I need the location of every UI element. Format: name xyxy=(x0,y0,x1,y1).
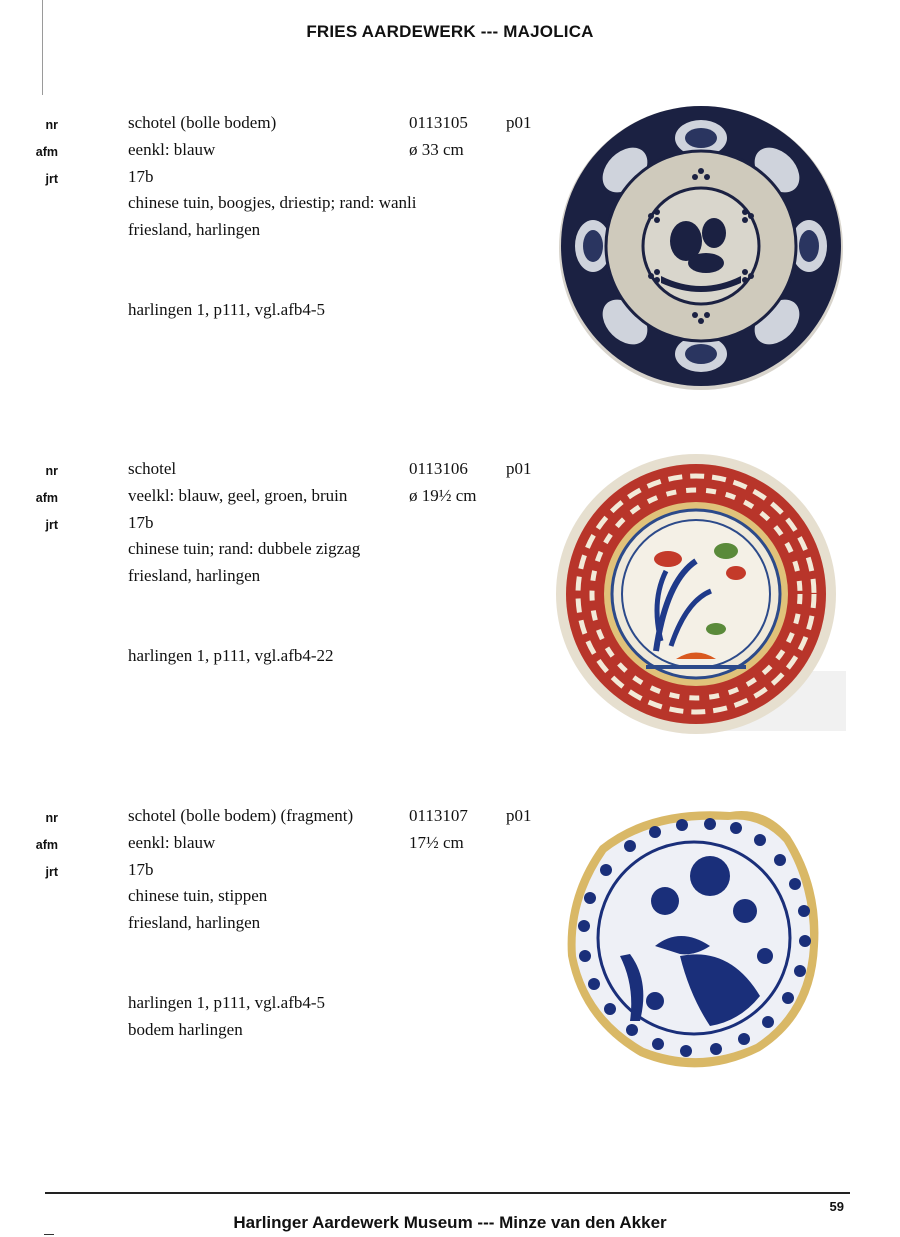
corner-mark xyxy=(44,1234,54,1235)
catalog-entry-0113106 xyxy=(0,459,900,789)
field-value: harlingen 1, p111, vgl.afb4-5 xyxy=(128,993,326,1012)
field-row xyxy=(0,700,560,727)
catalog-entry-0113105 xyxy=(0,113,900,443)
field-value: friesland, harlingen xyxy=(128,913,261,932)
field-row xyxy=(0,247,560,274)
field-row xyxy=(0,566,560,593)
field-value: harlingen 1, p111, vgl.afb4-22 xyxy=(128,646,334,665)
footer-divider xyxy=(45,1192,850,1194)
jrt-label: jrt xyxy=(45,518,58,532)
field-row xyxy=(0,1020,560,1047)
field-value: schotel (bolle bodem) xyxy=(128,113,277,132)
page-footer: Harlinger Aardewerk Museum --- Minze van den Akker xyxy=(233,1213,667,1232)
field-value: 17b xyxy=(128,513,154,532)
field-row xyxy=(0,646,560,673)
field-value: eenkl: blauw xyxy=(128,140,216,159)
afm-label: afm xyxy=(35,838,58,852)
jrt-label: jrt xyxy=(45,865,58,879)
nr-value: 0113107 xyxy=(409,806,468,825)
field-row xyxy=(0,167,560,194)
page-code: p01 xyxy=(506,806,532,825)
field-row xyxy=(0,833,560,860)
margin-rule xyxy=(42,0,43,95)
field-value: schotel xyxy=(128,459,177,478)
field-row xyxy=(0,193,560,220)
field-value: veelkl: blauw, geel, groen, bruin xyxy=(128,486,348,505)
field-row xyxy=(0,539,560,566)
field-value: chinese tuin, stippen xyxy=(128,886,268,905)
field-row xyxy=(0,274,560,301)
field-value: bodem harlingen xyxy=(128,1020,243,1039)
field-row xyxy=(0,459,560,486)
field-row xyxy=(0,300,560,327)
field-row xyxy=(0,327,560,354)
field-value: chinese tuin, boogjes, driestip; rand: wanli xyxy=(128,193,417,212)
field-row xyxy=(0,620,560,647)
page-code: p01 xyxy=(506,459,532,478)
field-row xyxy=(0,593,560,620)
afm-value: ø 33 cm xyxy=(409,140,464,159)
page-code: p01 xyxy=(506,113,532,132)
page-number: 59 xyxy=(829,1199,844,1214)
nr-value: 0113106 xyxy=(409,459,468,478)
field-row xyxy=(0,886,560,913)
field-value: 17b xyxy=(128,167,154,186)
field-row xyxy=(0,806,560,833)
field-value: schotel (bolle bodem) (fragment) xyxy=(128,806,354,825)
plate-photo-wanli-dish xyxy=(556,101,846,391)
field-row xyxy=(0,940,560,967)
field-row xyxy=(0,1047,560,1074)
afm-value: 17½ cm xyxy=(409,833,464,852)
plate-photo-polychrome-dish xyxy=(556,451,846,741)
field-row xyxy=(0,993,560,1020)
field-row xyxy=(0,860,560,887)
field-value: friesland, harlingen xyxy=(128,566,261,585)
jrt-label: jrt xyxy=(45,172,58,186)
field-row xyxy=(0,486,560,513)
field-row xyxy=(0,354,560,381)
afm-label: afm xyxy=(35,145,58,159)
field-row xyxy=(0,673,560,700)
afm-label: afm xyxy=(35,491,58,505)
field-value: 17b xyxy=(128,860,154,879)
field-row xyxy=(0,113,560,140)
field-value: friesland, harlingen xyxy=(128,220,261,239)
field-row xyxy=(0,967,560,994)
nr-label: nr xyxy=(45,464,58,478)
nr-label: nr xyxy=(45,118,58,132)
field-value: chinese tuin; rand: dubbele zigzag xyxy=(128,539,361,558)
nr-value: 0113105 xyxy=(409,113,468,132)
plate-photo-fragment-dish xyxy=(560,806,828,1074)
field-row xyxy=(0,220,560,247)
field-row xyxy=(0,513,560,540)
field-row xyxy=(0,140,560,167)
afm-value: ø 19½ cm xyxy=(409,486,477,505)
field-value: eenkl: blauw xyxy=(128,833,216,852)
field-value: harlingen 1, p111, vgl.afb4-5 xyxy=(128,300,326,319)
catalog-entry-0113107 xyxy=(0,806,900,1136)
field-row xyxy=(0,913,560,940)
nr-label: nr xyxy=(45,811,58,825)
page-title: FRIES AARDEWERK --- MAJOLICA xyxy=(306,22,594,41)
